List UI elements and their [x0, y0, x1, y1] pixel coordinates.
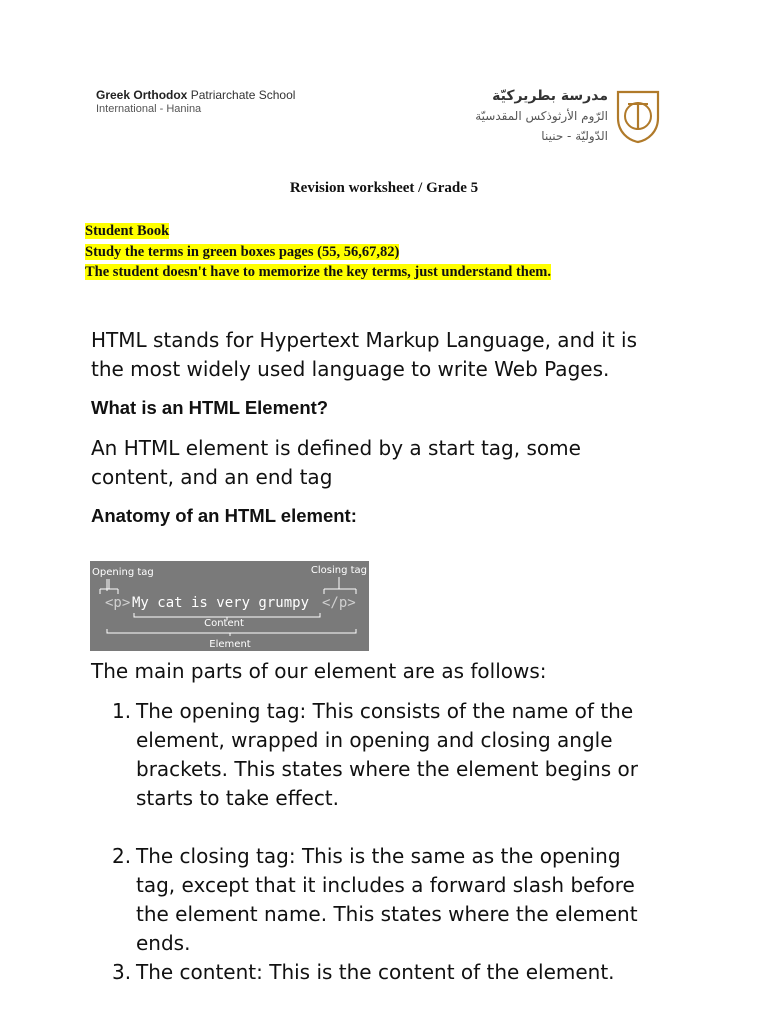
page-title: Revision worksheet / Grade 5	[289, 180, 479, 196]
list-line: brackets. This states where the element begins or	[136, 757, 638, 781]
list-item	[112, 697, 722, 813]
opening-tag-label: Opening tag	[92, 567, 154, 578]
list-line: The opening tag: This consists of the name of the	[136, 699, 634, 723]
instruction-line3: The student doesn't have to memorize the key terms, just understand them.	[85, 264, 551, 280]
parts-intro: The main parts of our element are as follows:	[91, 659, 547, 683]
question-heading-1: What is an HTML Element?	[91, 397, 329, 418]
instruction-line1: Student Book	[85, 223, 170, 239]
content-text: My cat is very grumpy	[132, 595, 310, 611]
element-label: Element	[209, 639, 251, 650]
intro-line2: the most widely used language to write Web Pages.	[91, 357, 610, 381]
list-line: tag, except that it includes a forward slash before	[136, 873, 635, 897]
school-crest-icon	[614, 88, 662, 144]
list-line: the element name. This states where the element	[136, 902, 638, 926]
list-item	[112, 842, 722, 958]
arabic-line1: مدرسة بطريركيّة	[492, 88, 608, 104]
element-parts-list	[112, 697, 722, 987]
definition-paragraph	[91, 434, 731, 492]
instruction-line2: Study the terms in green boxes pages (55, 56,67,82)	[85, 243, 400, 260]
school-name-arabic	[475, 86, 608, 146]
list-line: ends.	[136, 931, 191, 955]
school-name-rest: Patriarchate School	[187, 88, 296, 102]
list-item	[112, 958, 722, 987]
open-tag-text: <p>	[105, 595, 131, 611]
question-heading-2: Anatomy of an HTML element:	[91, 505, 357, 526]
list-number: 1.	[112, 699, 132, 723]
arabic-line3: الدّوليّة - حنينا	[541, 129, 608, 143]
closing-tag-label: Closing tag	[310, 565, 367, 576]
school-name-line2: International - Hanina	[96, 103, 202, 115]
intro-paragraph	[91, 326, 731, 384]
highlighted-instructions	[85, 221, 551, 283]
intro-line1: HTML stands for Hypertext Markup Language, and it is	[91, 328, 638, 352]
school-name-line1	[96, 88, 295, 102]
arabic-line2: الرّوم الأرثوذكس المقدسيّة	[475, 109, 608, 123]
content-label: Content	[204, 618, 244, 629]
list-line: The content: This is the content of the element.	[136, 960, 615, 984]
list-line: starts to take effect.	[136, 786, 340, 810]
list-number: 2.	[112, 844, 132, 868]
school-name-bold: Greek Orthodox	[96, 88, 188, 102]
definition-line1: An HTML element is defined by a start tag, some	[91, 436, 581, 460]
list-line: The closing tag: This is the same as the opening	[136, 844, 621, 868]
html-element-anatomy-diagram	[90, 561, 369, 651]
list-line: element, wrapped in opening and closing angle	[136, 728, 613, 752]
close-tag-text: </p>	[322, 595, 356, 611]
school-name-english	[96, 88, 295, 116]
definition-line2: content, and an end tag	[91, 465, 333, 489]
list-number: 3.	[112, 960, 132, 984]
